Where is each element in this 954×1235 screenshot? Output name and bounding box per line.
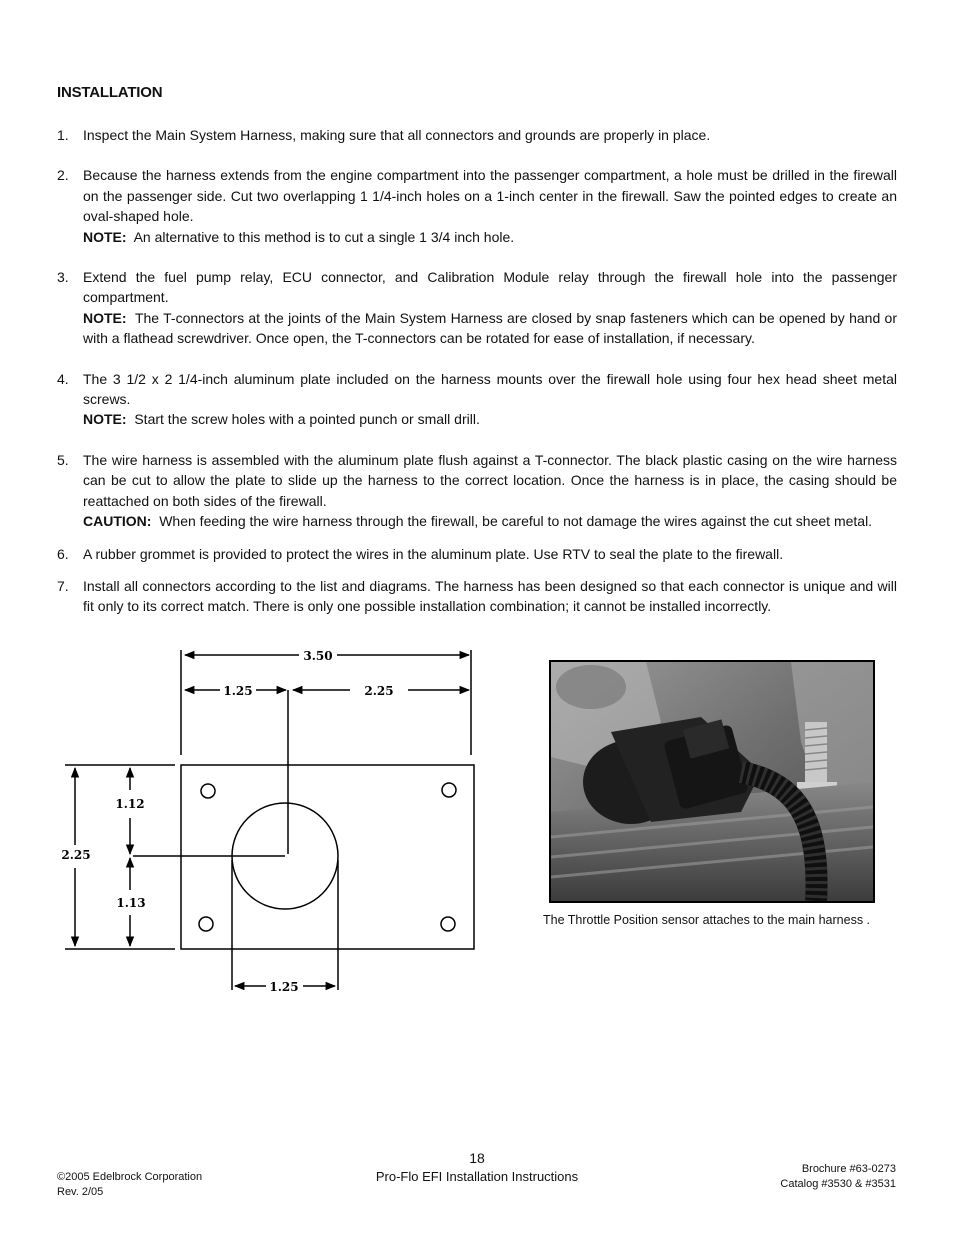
section-heading: INSTALLATION bbox=[57, 84, 163, 101]
step-6 bbox=[57, 544, 897, 564]
step-text: Because the harness extends from the engine compartment into the passenger compartment, a hole must be drilled in the firewall on the passenger side. Cut two overlapping 1 1/4-inch holes on a 1-inch center in the firewall. Saw the pointed edges to create an oval-shaped hole. bbox=[83, 167, 897, 225]
footer-left bbox=[57, 1170, 202, 1200]
dim-lower-label: 1.13 bbox=[116, 896, 146, 910]
mount-hole-top-right bbox=[442, 783, 456, 797]
mount-hole-bottom-left bbox=[199, 917, 213, 931]
step-text: The wire harness is assembled with the aluminum plate flush against a T-connector. The black plastic casing on the wire harness can be cut to allow the plate to slide up the harness to the correct location. Once the harness is in place, the casing should be reattached on both sides of the firewall. bbox=[83, 451, 897, 509]
step-2 bbox=[57, 165, 897, 247]
copyright: ©2005 Edelbrock Corporation bbox=[57, 1171, 203, 1183]
step-number: 1. bbox=[57, 127, 69, 143]
step-number: 7. bbox=[57, 577, 69, 594]
step-3 bbox=[57, 267, 897, 349]
step-text: Install all connectors according to the list and diagrams. The harness has been designed so that each connector is unique and will fit only to its correct match. There is only one possible installation combination; it cannot be installed incorrectly. bbox=[83, 577, 897, 615]
step-note bbox=[83, 409, 897, 429]
step-number: 4. bbox=[57, 370, 69, 387]
dim-height-label: 2.25 bbox=[61, 848, 91, 862]
plate-dimension-diagram bbox=[55, 640, 495, 1000]
dim-left-label: 1.25 bbox=[223, 684, 253, 698]
step-note bbox=[83, 308, 897, 349]
step-number: 5. bbox=[57, 451, 69, 468]
dim-width-label: 3.50 bbox=[303, 649, 333, 663]
step-text: Extend the fuel pump relay, ECU connector, and Calibration Module relay through the firewall hole into the passenger compartment. bbox=[83, 269, 897, 306]
note-label: NOTE: bbox=[83, 309, 127, 326]
catalog-number: Catalog #3530 & #3531 bbox=[780, 1178, 896, 1190]
step-1 bbox=[57, 125, 897, 145]
installation-steps bbox=[57, 125, 897, 617]
dim-upper-label: 1.12 bbox=[115, 797, 145, 811]
step-note bbox=[83, 227, 897, 247]
caution-label: CAUTION: bbox=[83, 513, 152, 530]
note-label: NOTE: bbox=[83, 228, 127, 245]
step-number: 3. bbox=[57, 269, 69, 286]
tps-photo bbox=[549, 660, 875, 903]
step-4 bbox=[57, 369, 897, 430]
step-text: The 3 1/2 x 2 1/4-inch aluminum plate included on the harness mounts over the firewall hole using four hex head sheet metal screws. bbox=[83, 370, 897, 408]
dim-right-label: 2.25 bbox=[364, 684, 394, 698]
step-number: 6. bbox=[57, 545, 69, 562]
footer-right bbox=[780, 1162, 896, 1192]
step-7 bbox=[57, 576, 897, 617]
revision: Rev. 2/05 bbox=[57, 1186, 104, 1198]
mount-hole-bottom-right bbox=[441, 917, 455, 931]
caution-text: When feeding the wire harness through the firewall, be careful to not damage the wires against the cut sheet metal. bbox=[159, 513, 873, 530]
page-number: 18 bbox=[469, 1150, 485, 1166]
step-text: Inspect the Main System Harness, making sure that all connectors and grounds are properly in place. bbox=[83, 127, 711, 143]
brochure-number: Brochure #63-0273 bbox=[801, 1163, 896, 1175]
document-title: Pro-Flo EFI Installation Instructions bbox=[375, 1169, 579, 1184]
plate-outline bbox=[181, 765, 474, 949]
step-number: 2. bbox=[57, 167, 69, 184]
mount-hole-top-left bbox=[201, 784, 215, 798]
step-text: A rubber grommet is provided to protect the wires in the aluminum plate. Use RTV to seal the plate to the firewall. bbox=[83, 545, 784, 562]
step-caution bbox=[83, 511, 897, 531]
step-5 bbox=[57, 450, 897, 532]
note-text: An alternative to this method is to cut a single 1 3/4 inch hole. bbox=[133, 228, 515, 245]
dim-bottom-label: 1.25 bbox=[269, 980, 299, 994]
note-label: NOTE: bbox=[83, 411, 127, 428]
note-text: Start the screw holes with a pointed punch or small drill. bbox=[134, 411, 480, 428]
photo-caption: The Throttle Position sensor attaches to the main harness . bbox=[543, 913, 871, 927]
note-text: The T-connectors at the joints of the Main System Harness are closed by snap fasteners which can be opened by hand or with a flathead screwdriver. Once open, the T-connectors can be rotated for ease of installation, if necessary. bbox=[83, 309, 897, 347]
